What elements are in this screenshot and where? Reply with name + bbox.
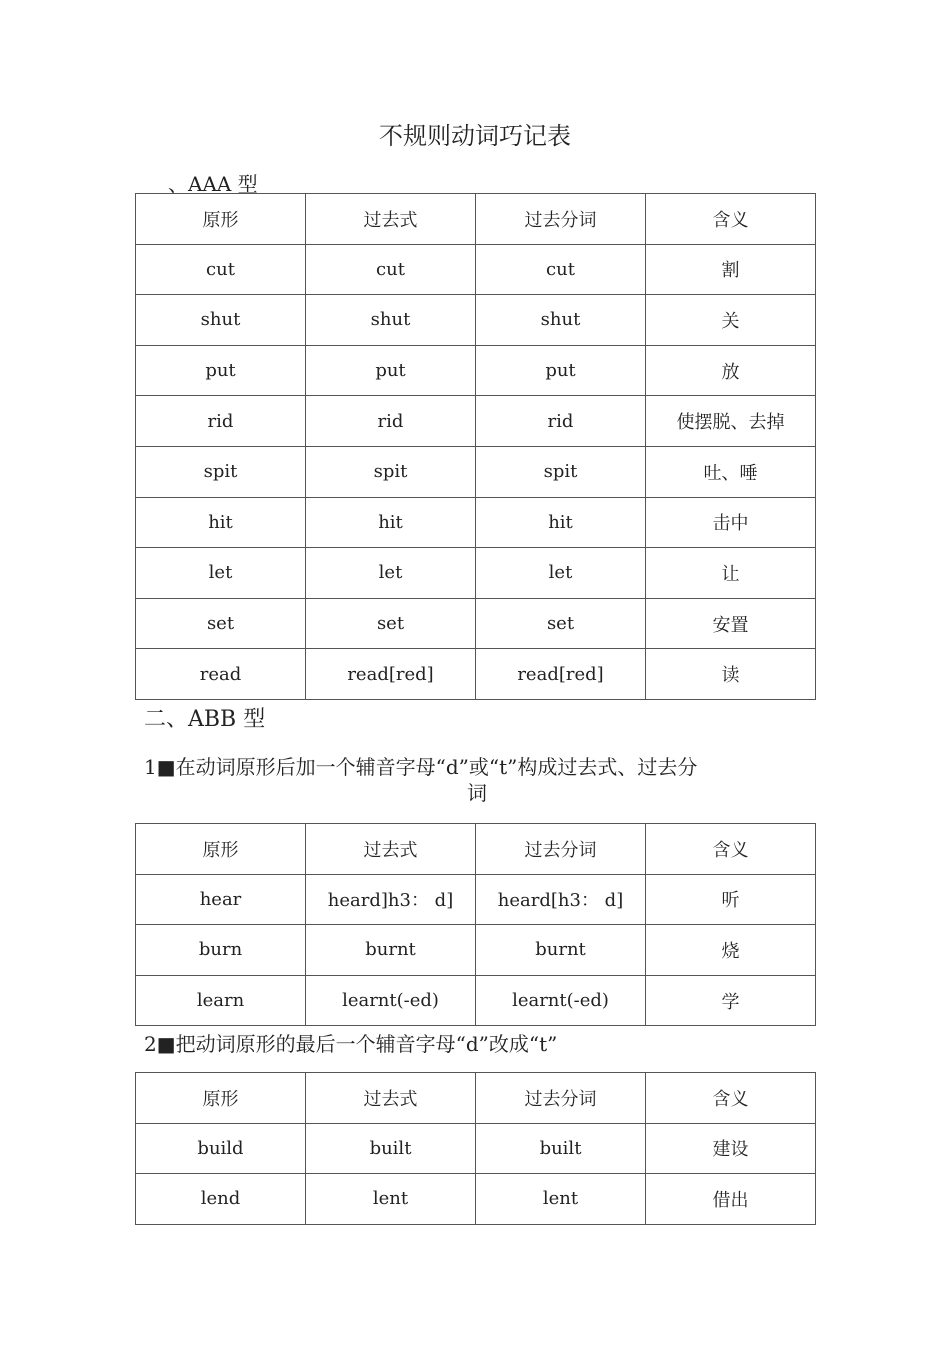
table-cell: burn	[136, 925, 306, 976]
table-row	[136, 1174, 816, 1225]
table-row	[136, 497, 816, 548]
table-cell: 借出	[646, 1174, 816, 1225]
table-cell: cut	[136, 244, 306, 295]
header-cell: 含义	[646, 194, 816, 245]
table-row	[136, 649, 816, 700]
table-cell: hit	[476, 497, 646, 548]
table-cell: 割	[646, 244, 816, 295]
table-cell: hit	[136, 497, 306, 548]
section-heading-abb: 二、ABB 型	[144, 707, 266, 732]
verb-table-abb-2	[135, 1072, 816, 1225]
table-cell: read	[136, 649, 306, 700]
table-cell: 击中	[646, 497, 816, 548]
table-row	[136, 874, 816, 925]
table-cell: cut	[306, 244, 476, 295]
table-cell: 学	[646, 975, 816, 1026]
table-row	[136, 244, 816, 295]
rule-note-1	[144, 754, 810, 806]
table-cell: shut	[476, 295, 646, 346]
table-cell: burnt	[476, 925, 646, 976]
table-cell: lent	[306, 1174, 476, 1225]
table-cell: put	[136, 345, 306, 396]
table-cell: 烧	[646, 925, 816, 976]
table-cell: spit	[306, 446, 476, 497]
table-cell: read[red]	[476, 649, 646, 700]
table-header-row	[136, 824, 816, 875]
header-cell: 原形	[136, 824, 306, 875]
table-cell: put	[306, 345, 476, 396]
table-header-row	[136, 1073, 816, 1124]
table-cell: set	[476, 598, 646, 649]
table-cell: rid	[136, 396, 306, 447]
table-cell: let	[476, 548, 646, 599]
section-heading-aaa: 、AAA 型	[168, 172, 258, 196]
rule-note-1-line2: 词	[467, 781, 487, 805]
table-cell: shut	[306, 295, 476, 346]
table-row	[136, 446, 816, 497]
table-cell: put	[476, 345, 646, 396]
table-row	[136, 345, 816, 396]
table-cell: rid	[476, 396, 646, 447]
table-cell: 吐、唾	[646, 446, 816, 497]
table-cell: set	[136, 598, 306, 649]
table-cell: hit	[306, 497, 476, 548]
table-row	[136, 548, 816, 599]
table-cell: lend	[136, 1174, 306, 1225]
table-cell: cut	[476, 244, 646, 295]
header-cell: 过去分词	[476, 194, 646, 245]
table-cell: let	[136, 548, 306, 599]
table-cell: read[red]	[306, 649, 476, 700]
table-row	[136, 925, 816, 976]
header-cell: 过去式	[306, 194, 476, 245]
table-cell: 使摆脱、去掉	[646, 396, 816, 447]
table-cell: 建设	[646, 1123, 816, 1174]
header-cell: 过去式	[306, 1073, 476, 1124]
rule-note-2: 2■把动词原形的最后一个辅音字母“d”改成“t”	[144, 1032, 558, 1056]
header-cell: 过去式	[306, 824, 476, 875]
table-cell: heard[h3： d]	[476, 874, 646, 925]
table-row	[136, 975, 816, 1026]
table-cell: learnt(-ed)	[476, 975, 646, 1026]
table-row	[136, 396, 816, 447]
table-cell: spit	[136, 446, 306, 497]
table-cell: let	[306, 548, 476, 599]
verb-table-aaa	[135, 193, 816, 700]
table-row	[136, 1123, 816, 1174]
table-cell: learnt(-ed)	[306, 975, 476, 1026]
header-cell: 含义	[646, 824, 816, 875]
table-cell: heard]h3： d]	[306, 874, 476, 925]
table-cell: built	[476, 1123, 646, 1174]
table-cell: 让	[646, 548, 816, 599]
table-cell: learn	[136, 975, 306, 1026]
header-cell: 过去分词	[476, 824, 646, 875]
header-cell: 原形	[136, 194, 306, 245]
rule-note-1-line1: 1■在动词原形后加一个辅音字母“d”或“t”构成过去式、过去分	[144, 755, 698, 779]
table-cell: hear	[136, 874, 306, 925]
table-cell: 安置	[646, 598, 816, 649]
page-title: 不规则动词巧记表	[379, 122, 571, 150]
table-cell: rid	[306, 396, 476, 447]
table-cell: lent	[476, 1174, 646, 1225]
table-cell: set	[306, 598, 476, 649]
table-row	[136, 295, 816, 346]
table-cell: build	[136, 1123, 306, 1174]
table-cell: 关	[646, 295, 816, 346]
table-cell: built	[306, 1123, 476, 1174]
table-cell: 放	[646, 345, 816, 396]
table-cell: 读	[646, 649, 816, 700]
table-header-row	[136, 194, 816, 245]
table-cell: shut	[136, 295, 306, 346]
table-cell: spit	[476, 446, 646, 497]
header-cell: 过去分词	[476, 1073, 646, 1124]
table-cell: 听	[646, 874, 816, 925]
table-cell: burnt	[306, 925, 476, 976]
verb-table-abb-1	[135, 823, 816, 1026]
table-row	[136, 598, 816, 649]
header-cell: 原形	[136, 1073, 306, 1124]
header-cell: 含义	[646, 1073, 816, 1124]
